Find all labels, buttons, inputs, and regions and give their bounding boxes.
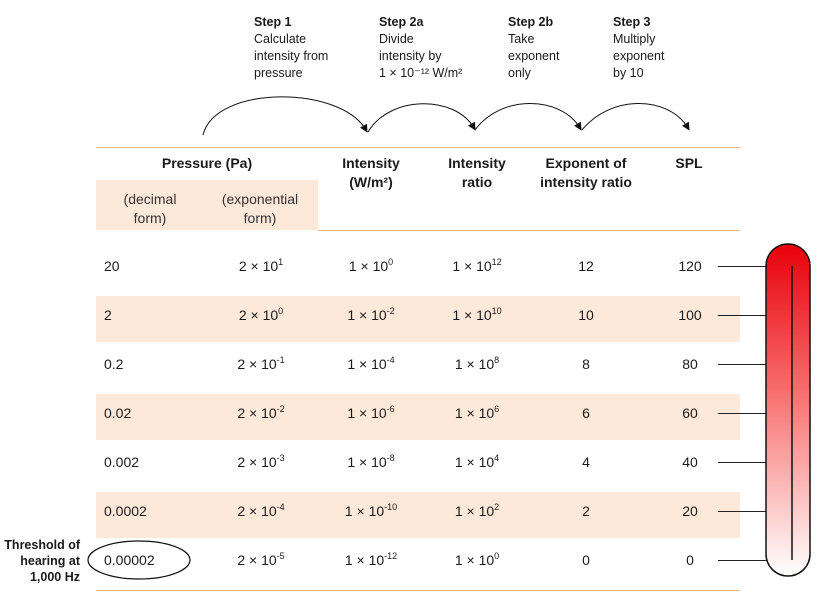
- cell-decimal: 20: [104, 258, 120, 274]
- cell-intensity-ratio: [432, 354, 522, 374]
- cell-decimal: 2: [104, 307, 112, 323]
- header-exponential: (exponential form): [221, 191, 299, 226]
- cell-intensity: [326, 550, 416, 570]
- exponent-sup: 10: [491, 306, 502, 316]
- step-title: Step 2a: [379, 15, 424, 29]
- cell-exponent: 4: [582, 454, 590, 470]
- table-bottom-rule: [96, 590, 740, 591]
- mantissa: 2 × 10: [237, 503, 277, 519]
- step-line: Divide: [379, 32, 414, 46]
- exponent-sup: 0: [494, 551, 500, 561]
- cell-intensity-ratio: [432, 501, 522, 521]
- step-line: intensity by: [379, 49, 442, 63]
- cell-pressure-exp: [214, 452, 308, 472]
- exponent-sup: 6: [494, 404, 500, 414]
- mantissa: 1 × 10: [344, 503, 385, 519]
- cell-spl: 120: [678, 258, 702, 274]
- mantissa: 2 × 10: [237, 405, 277, 421]
- header-decimal: (decimal form): [123, 191, 177, 226]
- cell-exponent: 2: [582, 503, 590, 519]
- cell-decimal: 0.00002: [104, 552, 155, 568]
- cell-decimal: 0.2: [104, 356, 124, 372]
- cell-spl: 40: [682, 454, 698, 470]
- mantissa: 1 × 10: [454, 356, 495, 372]
- exponent-sup: 2: [494, 502, 500, 512]
- arrow-3: [475, 103, 580, 130]
- step-title: Step 3: [613, 15, 651, 29]
- exponent-sup: -6: [386, 404, 395, 414]
- mantissa: 1 × 10: [454, 454, 495, 470]
- cell-intensity: [326, 452, 416, 472]
- cell-spl: 100: [678, 307, 702, 323]
- mantissa: 1 × 10: [454, 552, 495, 568]
- exponent-sup: -2: [276, 404, 285, 414]
- exponent-sup: -2: [386, 306, 395, 316]
- exponent-sup: 0: [278, 306, 284, 316]
- exponent-sup: -8: [386, 453, 395, 463]
- spl-thermometer: [760, 240, 816, 580]
- step-line: intensity from: [254, 49, 329, 63]
- mantissa: 1 × 10: [347, 307, 387, 323]
- cell-spl: 20: [682, 503, 698, 519]
- header-spl: SPL: [675, 155, 703, 171]
- mantissa: 1 × 10: [347, 356, 387, 372]
- exponent-sup: -5: [276, 551, 285, 561]
- cell-exponent: 6: [582, 405, 590, 421]
- exponent-sup: -4: [386, 355, 395, 365]
- cell-exponent: 8: [582, 356, 590, 372]
- exponent-sup: 4: [494, 453, 500, 463]
- header-intensity-ratio: Intensity ratio: [448, 155, 506, 190]
- threshold-ellipse: [86, 538, 192, 582]
- exponent-sup: 8: [494, 355, 500, 365]
- header-intensity: Intensity (W/m²): [342, 155, 400, 190]
- exponent-sup: -3: [276, 453, 285, 463]
- cell-pressure-exp: [214, 501, 308, 521]
- header-bottom-rule: [318, 230, 740, 231]
- exponent-sup: 12: [491, 257, 502, 267]
- mantissa: 1 × 10: [452, 258, 492, 274]
- mantissa: 1 × 10: [452, 307, 492, 323]
- step-arrows: [0, 0, 824, 150]
- cell-pressure-exp: [214, 256, 308, 276]
- cell-exponent: 12: [578, 258, 594, 274]
- arrow-2: [368, 104, 474, 132]
- cell-pressure-exp: [214, 403, 308, 423]
- step-line: Multiply: [613, 32, 656, 46]
- step-line: pressure: [254, 66, 303, 80]
- step-line: Calculate: [254, 32, 307, 46]
- cell-intensity-ratio: [432, 305, 522, 325]
- exponent-sup: -1: [276, 355, 285, 365]
- cell-exponent: 0: [582, 552, 590, 568]
- exponent-sup: -4: [276, 502, 285, 512]
- cell-intensity: [326, 256, 416, 276]
- threshold-label: Threshold of hearing at 1,000 Hz: [4, 538, 80, 584]
- cell-pressure-exp: [214, 354, 308, 374]
- step-line: 1 × 10⁻¹² W/m²: [379, 66, 463, 80]
- exponent-sup: 0: [388, 257, 394, 267]
- header-exponent: Exponent of intensity ratio: [540, 155, 632, 190]
- cell-decimal: 0.002: [104, 454, 140, 470]
- cell-intensity-ratio: [432, 403, 522, 423]
- mantissa: 1 × 10: [347, 405, 387, 421]
- cell-spl: 80: [682, 356, 698, 372]
- cell-intensity: [326, 501, 416, 521]
- mantissa: 1 × 10: [454, 405, 495, 421]
- step-line: exponent: [508, 49, 560, 63]
- cell-intensity: [326, 354, 416, 374]
- mantissa: 1 × 10: [347, 454, 387, 470]
- mantissa: 2 × 10: [237, 454, 277, 470]
- row-band: [96, 492, 740, 538]
- exponent-sup: 1: [278, 257, 284, 267]
- cell-intensity-ratio: [432, 452, 522, 472]
- mantissa: 1 × 10: [454, 503, 495, 519]
- mantissa: 1 × 10: [344, 552, 385, 568]
- cell-intensity: [326, 305, 416, 325]
- step-line: by 10: [613, 66, 644, 80]
- cell-decimal: 0.0002: [104, 503, 147, 519]
- cell-pressure-exp: [214, 305, 308, 325]
- step-line: exponent: [613, 49, 665, 63]
- mantissa: 2 × 10: [237, 552, 277, 568]
- cell-intensity-ratio: [432, 256, 522, 276]
- step-line: Take: [508, 32, 535, 46]
- exponent-sup: -12: [384, 551, 398, 561]
- cell-spl: 0: [686, 552, 694, 568]
- cell-intensity: [326, 403, 416, 423]
- row-band: [96, 296, 740, 342]
- header-pressure: Pressure (Pa): [161, 155, 253, 171]
- cell-intensity-ratio: [432, 550, 522, 570]
- cell-decimal: 0.02: [104, 405, 132, 421]
- row-band: [96, 394, 740, 440]
- arrow-1: [203, 97, 366, 135]
- cell-spl: 60: [682, 405, 698, 421]
- mantissa: 2 × 10: [237, 356, 277, 372]
- mantissa: 2 × 10: [238, 307, 279, 323]
- cell-pressure-exp: [214, 550, 308, 570]
- step-line: only: [508, 66, 531, 80]
- mantissa: 2 × 10: [238, 258, 279, 274]
- header-top-rule: [96, 147, 740, 148]
- arrow-4: [582, 103, 688, 130]
- step-title: Step 2b: [508, 15, 554, 29]
- mantissa: 1 × 10: [348, 258, 389, 274]
- step-title: Step 1: [254, 15, 292, 29]
- cell-exponent: 10: [578, 307, 594, 323]
- exponent-sup: -10: [384, 502, 398, 512]
